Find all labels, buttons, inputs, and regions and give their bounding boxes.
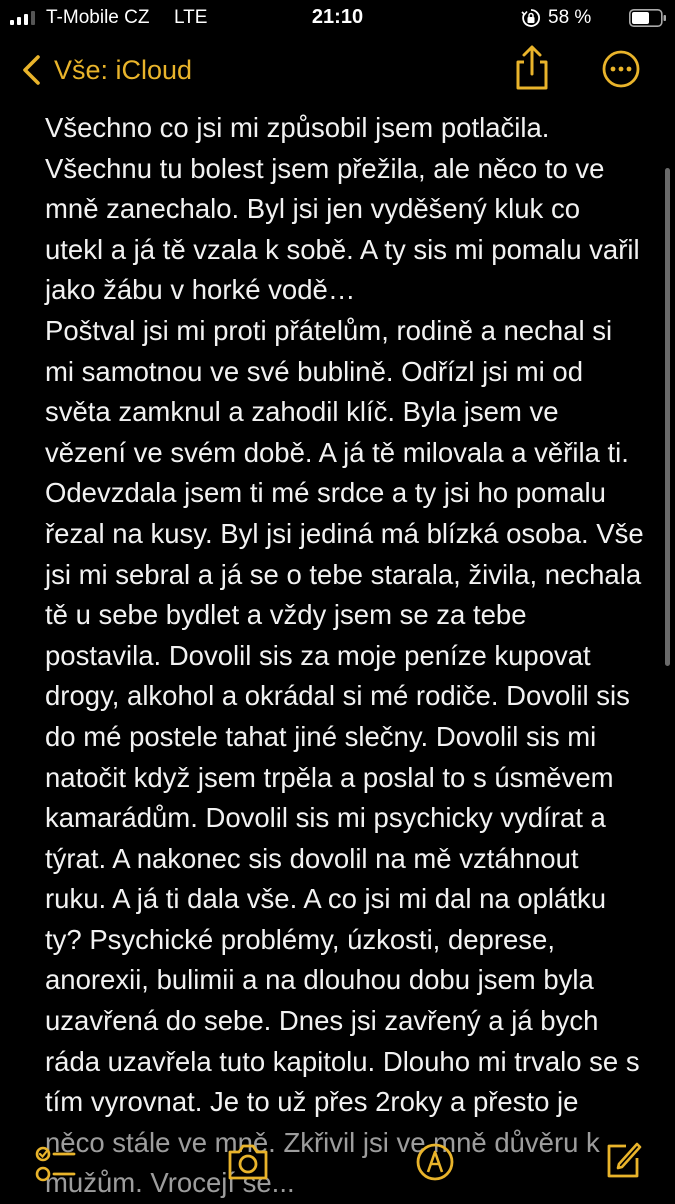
battery-percentage: 58 % bbox=[548, 7, 592, 28]
network-type: LTE bbox=[174, 7, 208, 28]
carrier-name: T-Mobile CZ bbox=[46, 7, 150, 28]
orientation-lock-icon bbox=[521, 8, 541, 28]
chevron-left-icon bbox=[20, 54, 42, 86]
back-button[interactable] bbox=[20, 52, 192, 88]
more-icon[interactable] bbox=[602, 50, 640, 88]
status-time: 21:10 bbox=[311, 6, 364, 28]
back-label: Vše: iCloud bbox=[54, 54, 193, 85]
markup-icon[interactable] bbox=[415, 1140, 455, 1184]
battery-icon bbox=[629, 9, 667, 27]
share-icon[interactable] bbox=[512, 44, 552, 92]
bottom-toolbar bbox=[0, 1128, 675, 1200]
scrollbar[interactable] bbox=[665, 168, 670, 666]
status-bar bbox=[0, 0, 675, 36]
note-body[interactable]: Všechno co jsi mi způsobil jsem potlačila. Všechnu tu bolest jsem přežila, ale něco to ve mně zanechalo. Byl jsi jen vyděšený kluk co utekl a já tě vzala k sobě. A ty sis mi pomalu vařil jako žábu v horké vodě… Poštval jsi mi proti přátelům, rodině a nechal si mi samotnou ve své bublině. Odřízl jsi mi od světa zamknul a zahodil klíč. Byla jsem ve vězení ve svém době. A já tě milovala a věřila ti. Odevzdala jsem ti mé srdce a ty jsi ho pomalu řezal na kusy. Byl jsi jediná má blízká osoba. Vše jsi mi sebral a já se o tebe starala, živila, nechala tě u sebe bydlet a vždy jsem se za tebe postavila. Dovolil sis za moje peníze kupovat drogy, alkohol a okrádal si mé rodiče. Dovolil sis do mé postele tahat jiné slečny. Dovolil sis mi natočit když jsem trpěla a poslal to s úsměvem kamarádům. Dovolil sis mi psychicky vydírat a týrat. A nakonec sis dovolil na mě vztáhnout ruku. A já ti dala vše. A co jsi mi dal na oplátku ty? Psychické problémy, úzkosti, deprese, anorexii, bulimii a na dlouhou dobu jsem byla uzavřená do sebe. Dnes jsi zavřený a já bych ráda uzavřela tuto kapitolu. Dlouho mi trvalo se s tím vyrovnat. Je to už přes 2roky a přesto je něco stále ve mně. Zkřivil jsi ve mně důvěru k mužům. Vrocejí se... bbox=[45, 112, 644, 1199]
compose-icon[interactable] bbox=[604, 1140, 642, 1180]
checklist-icon[interactable] bbox=[34, 1142, 78, 1186]
camera-icon[interactable] bbox=[226, 1142, 270, 1182]
